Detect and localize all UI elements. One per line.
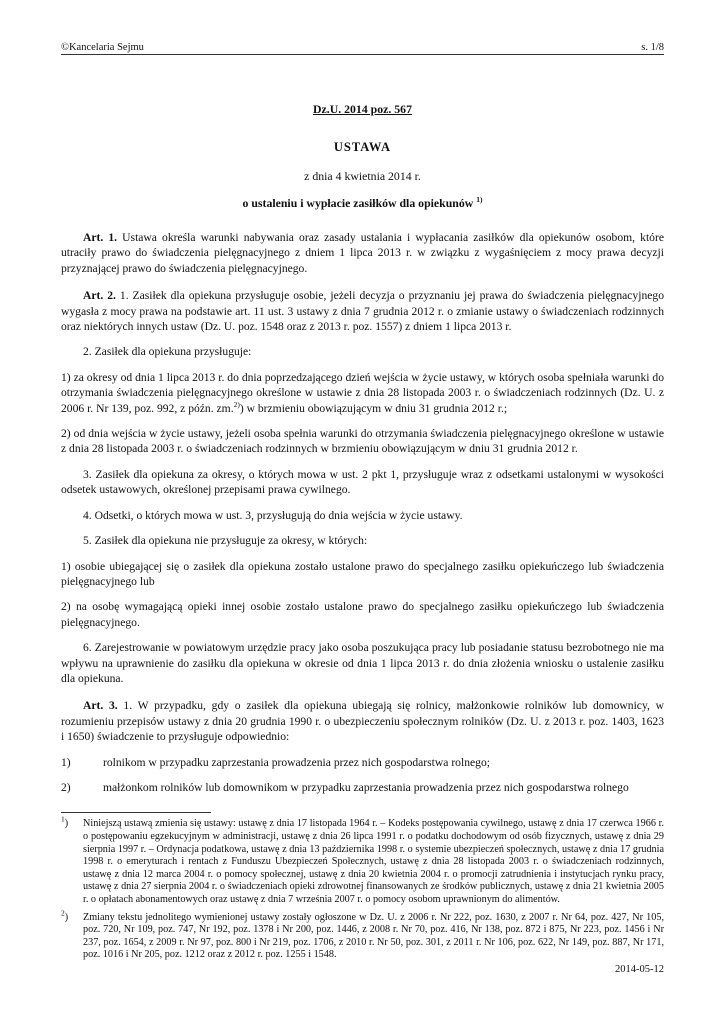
article-2-para-4: 4. Odsetki, o których mowa w ust. 3, przysługują do dnia wejścia w życie ustawy. [83,508,463,522]
footnote-mark: $^2$) [61,908,69,923]
article-1-label: Art. 1. [83,231,118,244]
article-2-para-2-point-1 [61,370,664,416]
article-1-text: Ustawa określa warunki nabywania oraz zasady ustalania i wypłacania zasiłków dla opiekunów osobom, które utraciły prawo do świadczenia pielęgnacyjnego z dniem 1 lipca 2013 r. w związku z wygaśnięciem z mocy prawa decyzji przyznającej prawo do świadczenia pielęgnacyjnego. [61,231,664,275]
article-3-para-1-text: 1. W przypadku, gdy o zasiłek dla opiekuna ubiegają się rolnicy, małżonkowie rolników lub domownicy, w rozumieniu przepisów ustawy z dnia 20 grudnia 1990 r. o ubezpieczeniu społecznym rolników (Dz. U. z 2013 r. poz. 1403, 1623 i 1650) świadczenie to przysługuje odpowiednio: [61,699,664,744]
footnote-text: Zmiany tekstu jednolitego wymienionej ustawy zostały ogłoszone w Dz. U. z 2006 r. Nr 222, poz. 1630, z 2007 r. Nr 64, poz. 427, Nr 105, poz. 720, Nr 109, poz. 747, Nr 192, poz. 1378 i Nr 200, poz. 1446, z 2008 r. Nr 70, poz. 416, Nr 138, poz. 872 i 875, Nr 223, poz. 1456 i Nr 237, poz. 1654, z 2009 r. Nr 97, poz. 800 i Nr 219, poz. 1706, z 2010 r. Nr 50, poz. 301, z 2011 r. Nr 106, poz. 622, Nr 149, poz. 887, Nr 171, poz. 1016 i Nr 205, poz. 1212 oraz z 2012 r. poz. 1255 i 1548. [83,911,664,961]
article-3-label: Art. 3. [83,699,118,713]
footnote-ref-2[interactable]: 2) [233,399,240,409]
article-1 [61,230,664,276]
journal-reference: Dz.U. 2014 poz. 567 [313,102,412,116]
article-2-para-5: 5. Zasiłek dla opiekuna nie przysługuje za okresy, w których: [83,534,368,548]
footnote-text: Niniejszą ustawą zmienia się ustawy: ustawę z dnia 17 listopada 1964 r. – Kodeks postępowania cywilnego, ustawę z dnia 17 czerwca 1966 r. o postępowaniu egzekucyjnym w administracji, ustawę z dnia 26 lipca 1991 r. o podatku dochodowym od osób fizycznych, ustawę z dnia 29 sierpnia 1997 r. – Ordynacja podatkowa, ustawę z dnia 13 października 1998 r. o systemie ubezpieczeń społecznych, ustawę z dnia 17 grudnia 1998 r. o emeryturach i rentach z Funduszu Ubezpieczeń Społecznych, ustawę z dnia 28 listopada 2003 r. o świadczeniach rodzinnych, ustawę z dnia 12 marca 2004 r. o pomocy społecznej, ustawę z dnia 20 kwietnia 2004 r. o promocji zatrudnienia i instytucjach rynku pracy, ustawę z dnia 27 sierpnia 2004 r. o świadczeniach opieki zdrowotnej finansowanych ze środków publicznych, ustawę z dnia 21 kwietnia 2005 r. o opłatach abonamentowych oraz ustawę z dnia 7 września 2007 r. o pomocy osobom uprawnionym do alimentów. [83,818,664,905]
article-2-para-2: 2. Zasiłek dla opiekuna przysługuje: [83,345,252,359]
footnote-1 [61,814,664,906]
article-2-para-5-point-2: 2) na osobę wymagającą opieki innej osobie zostało ustalone prawo do specjalnego zasiłku opiekuńczego lub świadczenia pielęgnacyjnego. [61,600,664,629]
article-3-item [61,755,664,770]
article-2-para-1-text: 1. Zasiłek dla opiekuna przysługuje osobie, jeżeli decyzja o przyznaniu jej prawa do świadczenia pielęgnacyjnego wygasła z mocy prawa na podstawie art. 11 ust. 3 ustawy z dnia 7 grudnia 2012 r. o zmianie ustawy o świadczeniach rodzinnych oraz niektórych innych ustaw (Dz. U. poz. 1548 oraz z 2013 r. poz. 1557) z dniem 1 lipca 2013 r. [61,289,664,334]
article-3-item [61,780,664,795]
article-2-para-2-point-2: 2) od dnia wejścia w życie ustawy, jeżeli osoba spełnia warunki do otrzymania świadczenia pielęgnacyjnego określone w ustawie z dnia 28 listopada 2003 r. o świadczeniach rodzinnych w brzmieniu obowiązującym w dniu 31 grudnia 2012 r. [61,427,664,456]
article-2-label: Art. 2. [83,289,116,303]
act-type: USTAWA [333,140,392,154]
article-2-para-6: 6. Zarejestrowanie w powiatowym urzędzie pracy jako osoba poszukująca pracy lub posiadanie statusu bezrobotnego nie ma wpływu na uprawnienie do zasiłku dla opiekuna w okresie od dnia 1 lipca 2013 r. do dnia złożenia wniosku o ustalenie zasiłku dla opiekuna. [61,641,664,685]
item-text: małżonkom rolników lub domownikom w przypadku zaprzestania prowadzenia przez nich gospodarstwa rolnego [103,780,629,794]
document-page [61,42,664,962]
footnote-mark-number: 2 [61,908,65,918]
act-date: z dnia 4 kwietnia 2014 r. [304,169,421,183]
point-1-text-a: 1) za okresy od dnia 1 lipca 2013 r. do dnia poprzedzającego dzień wejścia w życie ustawy, w których osoba spełniała warunki do otrzymania świadczenia pielęgnacyjnego określone w ustawie z dnia 28 listopada 2003 r. o świadczeniach rodzinnych (Dz. U. z 2006 r. Nr 139, poz. 992, z późn. zm. [61,370,664,415]
footnote-divider [61,812,211,813]
item-number: 2) [61,780,71,794]
header-page-number: s. 1/8 [641,42,664,53]
footnote-ref-1[interactable]: 1) [476,195,483,205]
act-title-text: o ustaleniu i wypłacie zasiłków dla opiekunów [242,196,474,210]
footer-date: 2014-05-12 [615,964,664,975]
article-2-para-5-point-1: 1) osobie ubiegającej się o zasiłek dla opiekuna zostało ustalone prawo do specjalnego zasiłku opiekuńczego lub świadczenia pielęgnacyjnego lub [61,559,664,588]
point-1-text-b: ) w brzmieniu obowiązującym w dniu 31 grudnia 2012 r.; [239,401,508,415]
footnote-2 [61,908,664,962]
act-title [61,196,664,211]
item-number: 1) [61,755,71,769]
article-2-para-3: 3. Zasiłek dla opiekuna za okresy, o których mowa w ust. 2 pkt 1, przysługuje wraz z odsetkami ustalonymi w wysokości odsetek ustawowych, określonej przepisami prawa cywilnego. [61,467,664,497]
article-3-para-1 [61,698,664,744]
header-publisher: ©Kancelaria Sejmu [61,42,144,53]
footnote-mark-number: 1 [61,814,65,824]
running-header [61,42,664,55]
article-2-para-1 [61,288,664,334]
footnote-mark: $^1$) [61,814,69,830]
item-text: rolnikom w przypadku zaprzestania prowadzenia przez nich gospodarstwa rolnego; [103,755,490,769]
